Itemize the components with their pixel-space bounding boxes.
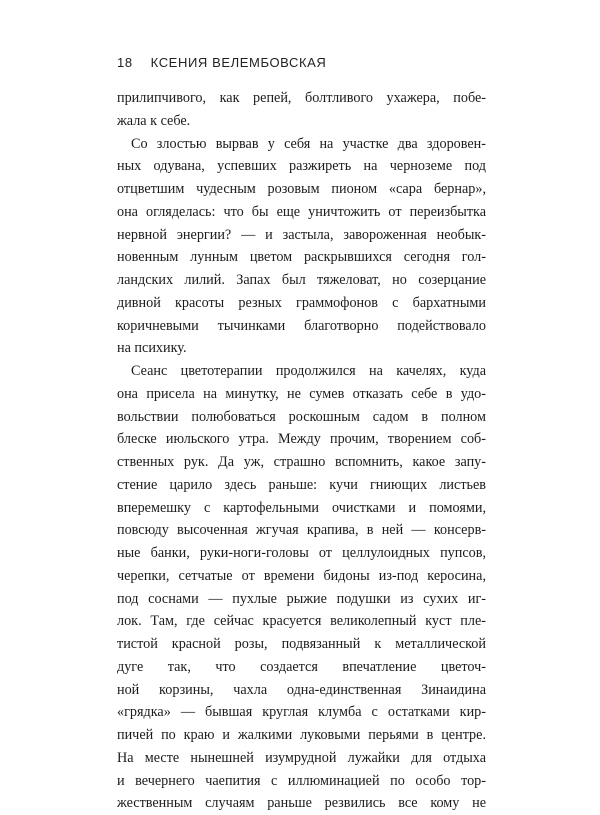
- text-line: Со злостью вырвав у себя на участке два здоровен-: [131, 135, 486, 152]
- running-head: [117, 55, 326, 70]
- text-line: вольствии полюбоваться роскошным садом в полном: [117, 408, 486, 425]
- text-line: ные банки, руки-ноги-головы от целлулоидных пупсов,: [117, 545, 486, 561]
- text-line: нервной энергии? — и застыла, завороженная необык-: [117, 226, 486, 243]
- text-line: под соснами — пухлые рыжие подушки из сухих иг-: [117, 590, 486, 607]
- text-line: дуге так, что создается впечатление цветоч-: [117, 658, 486, 675]
- text-line: она огляделась: что бы еще уничтожить от переизбытка: [117, 203, 486, 220]
- text-line: Сеанс цветотерапии продолжился на качелях, куда: [131, 363, 486, 379]
- text-line: жественным случаям раньше резвились все кому не: [117, 795, 486, 812]
- text-line: дивной красоты резных граммофонов с бархатными: [117, 294, 486, 311]
- text-line: ной корзины, чахла одна-единственная Зинаидина: [117, 681, 486, 698]
- text-line: коричневыми тычинками благотворно подействовало: [117, 317, 486, 334]
- text-line: она присела на минутку, не сумев отказать себе в удо-: [117, 385, 486, 402]
- text-line: жала к себе.: [117, 112, 191, 129]
- text-line: повсюду высоченная жгучая крапива, в ней — консерв-: [117, 522, 486, 539]
- text-line: ственных рук. Да уж, страшно вспомнить, какое запу-: [117, 454, 486, 470]
- text-line: прилипчивого, как репей, болтливого ухажера, побе-: [117, 90, 486, 106]
- text-line: стение царило здесь раньше: кучи гниющих листьев: [117, 476, 486, 493]
- text-line: отцветшим чудесным розовым пионом «сара бернар»,: [117, 181, 486, 197]
- text-line: блеске июльского утра. Между прочим, творением соб-: [117, 431, 486, 448]
- text-line: новенным лунным цветом раскрывшихся сегодня гол-: [117, 249, 486, 266]
- text-line: На месте нынешней изумрудной лужайки для отдыха: [117, 749, 486, 766]
- page-number: 18: [117, 55, 133, 70]
- text-line: черепки, сетчатые от времени бидоны из-под керосина,: [117, 567, 486, 584]
- text-line: ландских лилий. Запах был тяжеловат, но созерцание: [117, 272, 486, 288]
- text-line: и вечернего чаепития с иллюминацией по особо тор-: [117, 772, 486, 789]
- body-text: [117, 87, 486, 815]
- text-line: на психику.: [117, 340, 187, 357]
- author-name: КСЕНИЯ ВЕЛЕМБОВСКАЯ: [150, 55, 327, 70]
- text-line: лок. Там, где сейчас красуется великолепный куст пле-: [117, 613, 486, 630]
- text-line: вперемешку с картофельными очистками и помоями,: [117, 499, 486, 516]
- text-line: пичей по краю и жалкими луковыми перьями в центре.: [117, 727, 486, 743]
- text-line: «грядка» — бывшая круглая клумба с остатками кир-: [117, 704, 486, 721]
- text-line: ных одувана, успевших разжиреть на черноземе под: [117, 158, 486, 175]
- text-line: тистой красной розы, подвязанный к металлической: [117, 636, 486, 652]
